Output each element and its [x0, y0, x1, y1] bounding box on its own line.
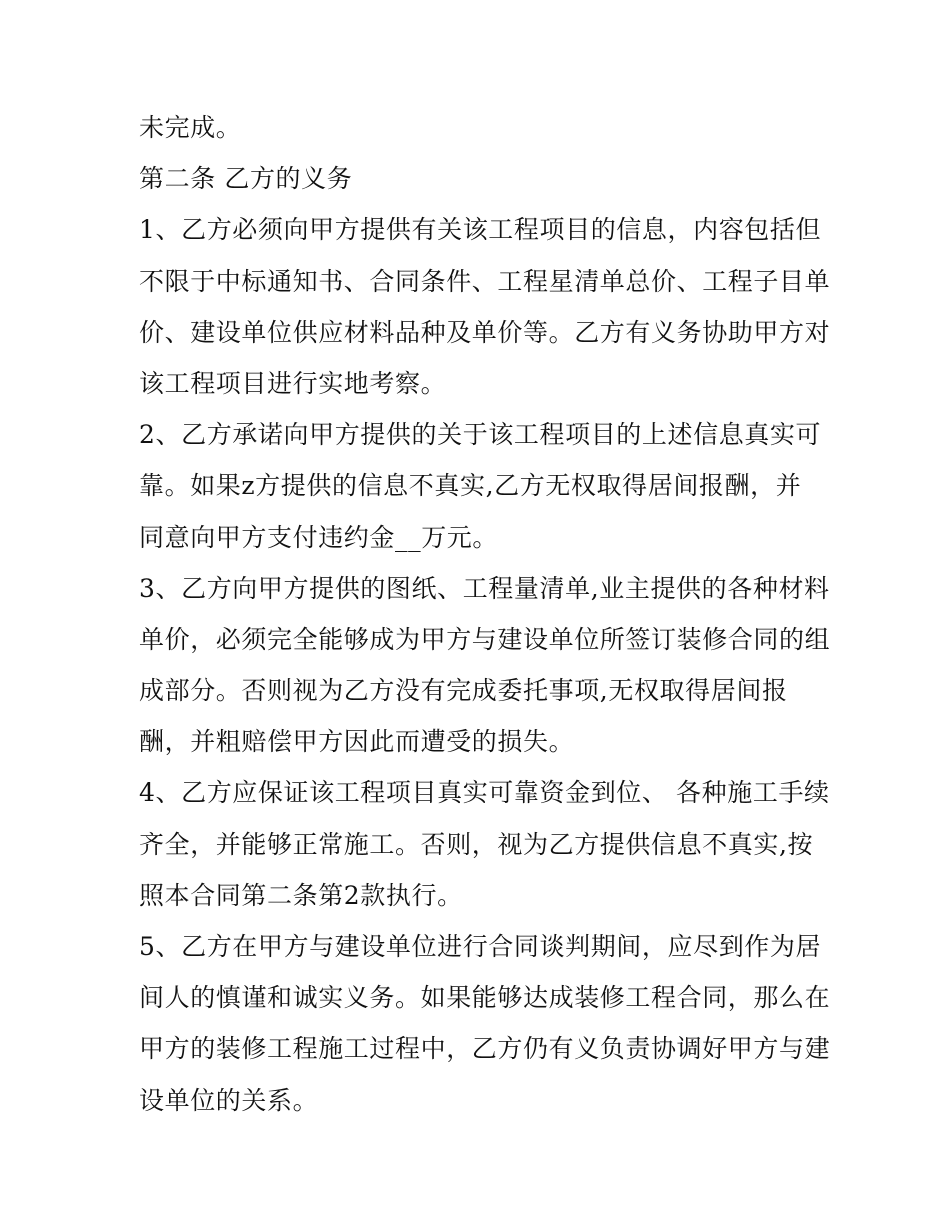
- paragraph-line: 照本合同第二条第2款执行。: [139, 880, 463, 910]
- paragraph-line: 靠。如果z方提供的信息不真实,乙方无权取得居间报酬，并: [139, 471, 802, 501]
- section-heading: 第二条 乙方的义务: [139, 164, 353, 194]
- paragraph-line: 1、乙方必须向甲方提供有关该工程项目的信息，内容包括但: [139, 215, 822, 245]
- paragraph-line: 5、乙方在甲方与建设单位进行合同谈判期间，应尽到作为居: [139, 932, 822, 961]
- paragraph-line: 同意向甲方支付违约金__万元。: [139, 522, 499, 552]
- document-body: [139, 102, 829, 1126]
- paragraph-line: 不限于中标通知书、合同条件、工程星清单总价、工程子目单: [139, 266, 831, 296]
- paragraph-line: 3、乙方向甲方提供的图纸、工程量清单,业主提供的各种材料: [139, 573, 830, 603]
- paragraph-line: 价、建设单位供应材料品种及单价等。乙方有义务协助甲方对: [139, 317, 831, 347]
- paragraph-line: 未完成。: [139, 113, 242, 142]
- paragraph-line: 2、乙方承诺向甲方提供的关于该工程项目的上述信息真实可: [139, 420, 822, 450]
- paragraph-line: 酬，并粗赔偿甲方因此而遭受的损失。: [139, 727, 575, 757]
- paragraph-line: 设单位的关系。: [139, 1085, 319, 1115]
- paragraph-line: 4、乙方应保证该工程项目真实可靠资金到位、 各种施工手续: [139, 778, 830, 808]
- paragraph-line: 成部分。否则视为乙方没有完成委托事项,无权取得居间报: [139, 676, 788, 706]
- paragraph-line: 间人的慎谨和诚实义务。如果能够达成装修工程合同，那么在: [139, 983, 831, 1013]
- paragraph-line: 单价，必须完全能够成为甲方与建设单位所签订装修合同的组: [139, 624, 831, 654]
- paragraph-line: 甲方的装修工程施工过程中，乙方仍有义负责协调好甲方与建: [139, 1034, 831, 1064]
- paragraph-line: 齐全，并能够正常施工。否则，视为乙方提供信息不真实,按: [139, 829, 814, 859]
- paragraph-line: 该工程项目进行实地考察。: [139, 368, 447, 398]
